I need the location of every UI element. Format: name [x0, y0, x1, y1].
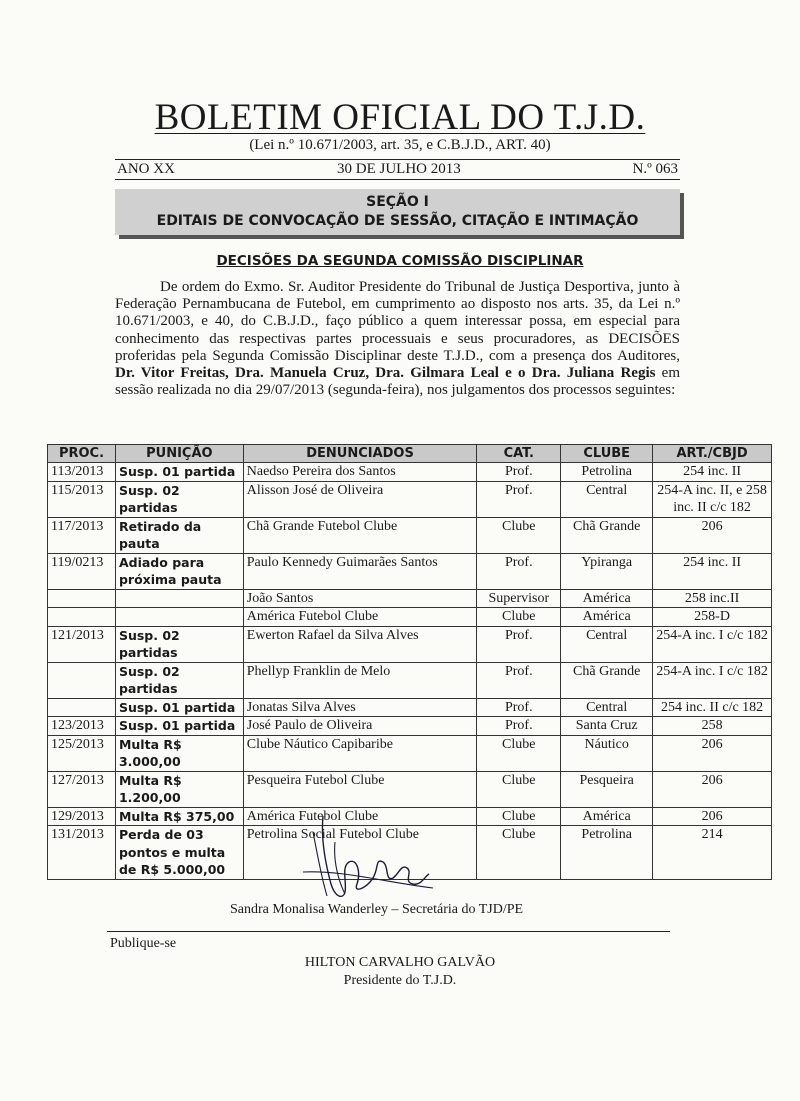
table-cell	[115, 589, 243, 608]
issue-meta-row	[115, 159, 680, 180]
table-cell	[48, 589, 116, 608]
column-header: ART./CBJD	[653, 445, 772, 463]
table-cell: América Futebol Clube	[243, 608, 477, 627]
table-cell: 127/2013	[48, 771, 116, 807]
table-cell: Santa Cruz	[561, 717, 653, 736]
table-cell: Central	[561, 481, 653, 517]
table-cell: 254 inc. II c/c 182	[653, 698, 772, 717]
issue-year: ANO XX	[117, 161, 175, 177]
table-cell: Susp. 01 partida	[115, 717, 243, 736]
table-row	[48, 735, 772, 771]
bulletin-title: BOLETIM OFICIAL DO T.J.D.	[154, 97, 646, 138]
table-cell: Petrolina	[561, 463, 653, 482]
table-cell	[48, 608, 116, 627]
law-reference: (Lei n.º 10.671/2003, art. 35, e C.B.J.D., ART. 40)	[249, 137, 551, 153]
column-header: PROC.	[48, 445, 116, 463]
table-cell: Pesqueira	[561, 771, 653, 807]
intro-paragraph	[115, 279, 680, 399]
table-cell: 206	[653, 735, 772, 771]
table-cell: 254 inc. II	[653, 463, 772, 482]
separator-line	[107, 931, 670, 932]
decisions-heading: DECISÕES DA SEGUNDA COMISSÃO DISCIPLINAR	[216, 253, 584, 269]
table-row	[48, 481, 772, 517]
column-header: PUNIÇÃO	[115, 445, 243, 463]
table-cell: Prof.	[477, 481, 561, 517]
intro-text-2: em sessão realizada no dia 29/07/2013 (segunda-feira), nos julgamentos dos processos seguintes:	[115, 365, 680, 399]
table-cell: 206	[653, 517, 772, 553]
table-cell: Chã Grande	[561, 662, 653, 698]
president-title: Presidente do T.J.D.	[343, 973, 457, 988]
table-cell: Clube	[477, 517, 561, 553]
table-cell: América	[561, 807, 653, 826]
table-cell: 254-A inc. II, e 258 inc. II c/c 182	[653, 481, 772, 517]
publish-note: Publique-se	[110, 936, 177, 951]
table-cell: Petrolina Social Futebol Clube	[243, 826, 477, 880]
table-cell: Multa R$ 3.000,00	[115, 735, 243, 771]
table-cell: América Futebol Clube	[243, 807, 477, 826]
table-row	[48, 717, 772, 736]
table-cell: 129/2013	[48, 807, 116, 826]
table-row	[48, 608, 772, 627]
table-cell: Phellyp Franklin de Melo	[243, 662, 477, 698]
table-cell: João Santos	[243, 589, 477, 608]
table-cell: Chã Grande Futebol Clube	[243, 517, 477, 553]
auditors-names: Dr. Vitor Freitas, Dra. Manuela Cruz, Dra. Gilmara Leal e o Dra. Juliana Regis	[115, 365, 656, 382]
table-cell	[48, 662, 116, 698]
table-cell: América	[561, 589, 653, 608]
column-header: DENUNCIADOS	[243, 445, 477, 463]
table-cell: Retirado da pauta	[115, 517, 243, 553]
table-cell: 123/2013	[48, 717, 116, 736]
table-row	[48, 553, 772, 589]
table-cell: Prof.	[477, 463, 561, 482]
table-cell: Ypiranga	[561, 553, 653, 589]
table-cell: 254 inc. II	[653, 553, 772, 589]
table-cell: Perda de 03 pontos e multa de R$ 5.000,00	[115, 826, 243, 880]
table-cell: 121/2013	[48, 626, 116, 662]
table-cell: 254-A inc. I c/c 182	[653, 662, 772, 698]
table-cell: Pesqueira Futebol Clube	[243, 771, 477, 807]
section-title: EDITAIS DE CONVOCAÇÃO DE SESSÃO, CITAÇÃO E INTIMAÇÃO	[156, 213, 639, 229]
table-cell: 258	[653, 717, 772, 736]
table-row	[48, 698, 772, 717]
table-row	[48, 771, 772, 807]
table-cell: Clube Náutico Capibaribe	[243, 735, 477, 771]
table-cell: Ewerton Rafael da Silva Alves	[243, 626, 477, 662]
signer-line: Sandra Monalisa Wanderley – Secretária do TJD/PE	[230, 902, 524, 917]
table-cell: Prof.	[477, 698, 561, 717]
table-cell: Central	[561, 698, 653, 717]
table-cell: Susp. 01 partida	[115, 463, 243, 482]
table-cell: 131/2013	[48, 826, 116, 880]
table-header-row	[48, 445, 772, 463]
table-cell: Central	[561, 626, 653, 662]
table-cell: Adiado para próxima pauta	[115, 553, 243, 589]
table-cell: Náutico	[561, 735, 653, 771]
table-cell: Susp. 02 partidas	[115, 626, 243, 662]
table-cell: Supervisor	[477, 589, 561, 608]
table-cell: Petrolina	[561, 826, 653, 880]
table-cell: Paulo Kennedy Guimarães Santos	[243, 553, 477, 589]
table-row	[48, 626, 772, 662]
president-name: HILTON CARVALHO GALVÃO	[304, 955, 496, 970]
table-cell: Prof.	[477, 662, 561, 698]
table-cell: Susp. 02 partidas	[115, 662, 243, 698]
table-cell: Clube	[477, 608, 561, 627]
table-row	[48, 517, 772, 553]
table-cell: Susp. 01 partida	[115, 698, 243, 717]
table-cell: 214	[653, 826, 772, 880]
table-cell: Prof.	[477, 717, 561, 736]
section-number: SEÇÃO I	[366, 194, 429, 210]
table-cell: Naedso Pereira dos Santos	[243, 463, 477, 482]
table-cell	[115, 608, 243, 627]
table-cell: Prof.	[477, 553, 561, 589]
table-cell: 113/2013	[48, 463, 116, 482]
intro-text-1: De ordem do Exmo. Sr. Auditor Presidente do Tribunal de Justiça Desportiva, junto à Federação Pernambucana de Futebol, em cumprimento ao disposto nos arts. 35, da Lei n.º 10.671/2003, e 40, do C.B.J.D., faço público a quem interessar possa, em especial para conhecimento das respectivas partes processuais e seus procuradores, as DECISÕES proferidas pela Segunda Comissão Disciplinar deste T.J.D., com a presença dos Auditores,	[115, 279, 680, 364]
table-cell: 206	[653, 771, 772, 807]
table-cell: Clube	[477, 826, 561, 880]
table-cell: Susp. 02 partidas	[115, 481, 243, 517]
signature-image	[283, 812, 443, 912]
table-cell: América	[561, 608, 653, 627]
table-cell: 119/0213	[48, 553, 116, 589]
issue-date: 30 DE JULHO 2013	[337, 161, 461, 177]
table-cell: Clube	[477, 735, 561, 771]
table-cell: José Paulo de Oliveira	[243, 717, 477, 736]
table-row	[48, 662, 772, 698]
table-cell: Clube	[477, 807, 561, 826]
issue-number: N.º 063	[632, 161, 678, 177]
column-header: CLUBE	[561, 445, 653, 463]
table-cell: 117/2013	[48, 517, 116, 553]
table-cell: Chã Grande	[561, 517, 653, 553]
table-row	[48, 589, 772, 608]
table-cell: 115/2013	[48, 481, 116, 517]
table-cell: 206	[653, 807, 772, 826]
column-header: CAT.	[477, 445, 561, 463]
table-cell: Multa R$ 375,00	[115, 807, 243, 826]
table-cell: 258-D	[653, 608, 772, 627]
table-cell: 258 inc.II	[653, 589, 772, 608]
table-cell	[48, 698, 116, 717]
table-cell: Clube	[477, 771, 561, 807]
table-cell: Multa R$ 1.200,00	[115, 771, 243, 807]
table-cell: Jonatas Silva Alves	[243, 698, 477, 717]
table-cell: Alisson José de Oliveira	[243, 481, 477, 517]
table-cell: Prof.	[477, 626, 561, 662]
table-cell: 125/2013	[48, 735, 116, 771]
section-header	[115, 189, 680, 235]
table-cell: 254-A inc. I c/c 182	[653, 626, 772, 662]
table-row	[48, 463, 772, 482]
